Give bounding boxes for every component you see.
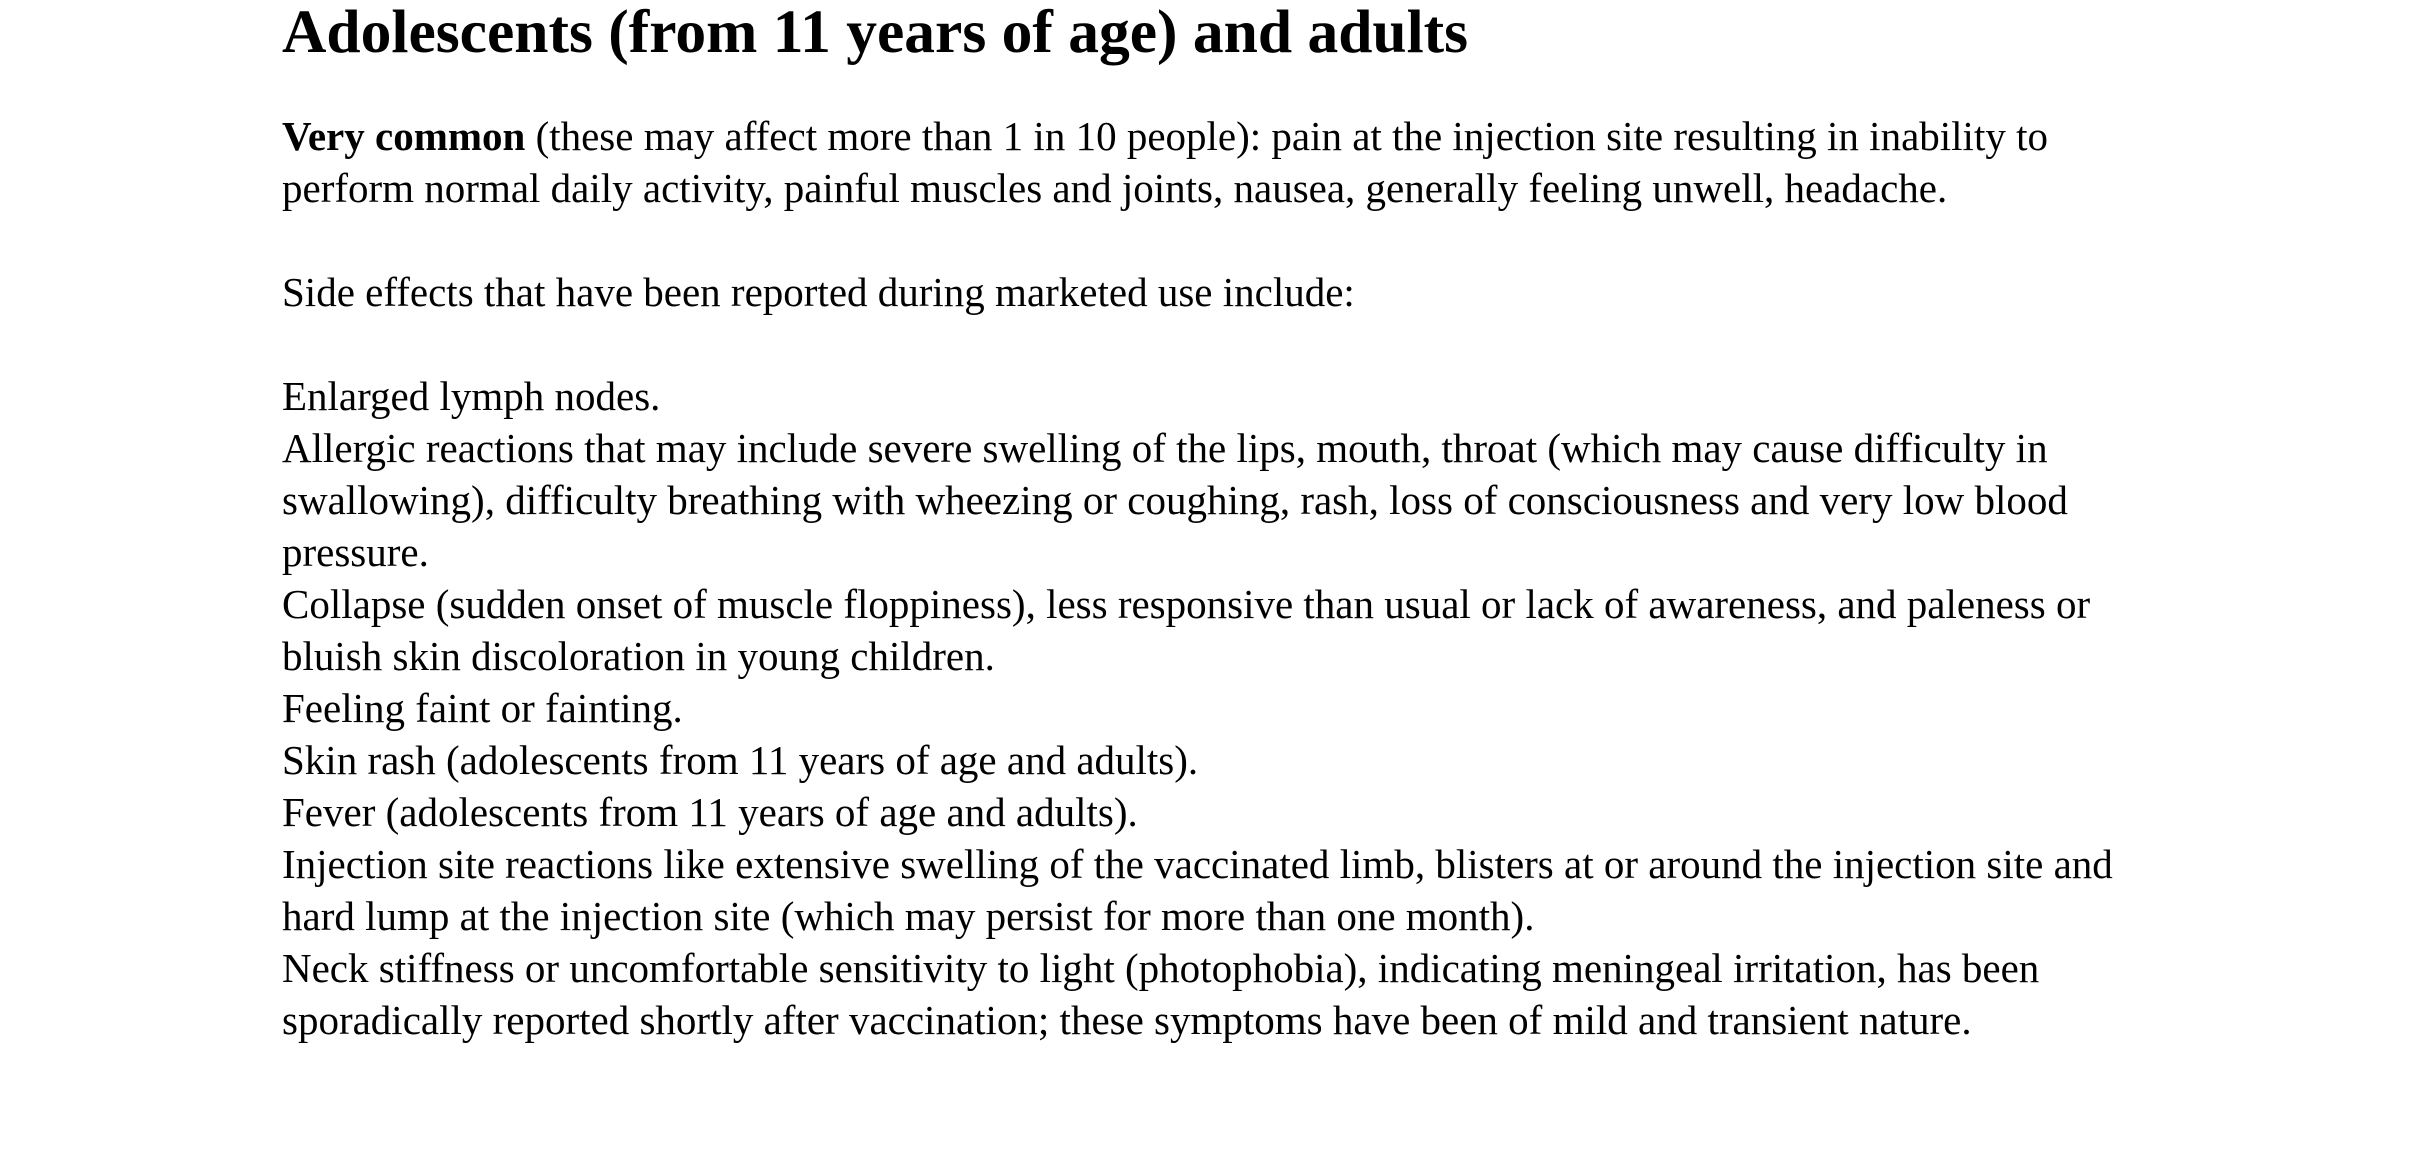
document-page [282,0,2182,1046]
very-common-text: (these may affect more than 1 in 10 people): pain at the injection site resulting in inability to perform normal daily activity, painful muscles and joints, nausea, generally feeling unwell, headache. [282,113,2048,211]
section-heading: Adolescents (from 11 years of age) and adults [282,0,1469,66]
side-effect-item: Feeling faint or fainting. [282,685,683,731]
side-effect-item: Enlarged lymph nodes. [282,373,661,419]
very-common-paragraph [282,110,2182,214]
side-effect-item: Fever (adolescents from 11 years of age and adults). [282,789,1138,835]
marketed-use-intro: Side effects that have been reported during marketed use include: [282,269,1355,315]
frequency-term: Very common [282,113,526,159]
side-effect-item: Injection site reactions like extensive swelling of the vaccinated limb, blisters at or around the injection site and hard lump at the injection site (which may persist for more than one month). [282,841,2113,939]
side-effect-item: Skin rash (adolescents from 11 years of age and adults). [282,737,1199,783]
paragraph-spacer [282,318,2182,370]
side-effect-item: Collapse (sudden onset of muscle floppiness), less responsive than usual or lack of awareness, and paleness or bluish skin discoloration in young children. [282,581,2091,679]
side-effect-item: Allergic reactions that may include severe swelling of the lips, mouth, throat (which may cause difficulty in swallowing), difficulty breathing with wheezing or coughing, rash, loss of consciousness and very low blood pressure. [282,425,2068,575]
paragraph-spacer [282,214,2182,266]
side-effects-list [282,370,2182,1046]
side-effect-item: Neck stiffness or uncomfortable sensitivity to light (photophobia), indicating meningeal irritation, has been sporadically reported shortly after vaccination; these symptoms have been of mild and transient nature. [282,945,2040,1043]
